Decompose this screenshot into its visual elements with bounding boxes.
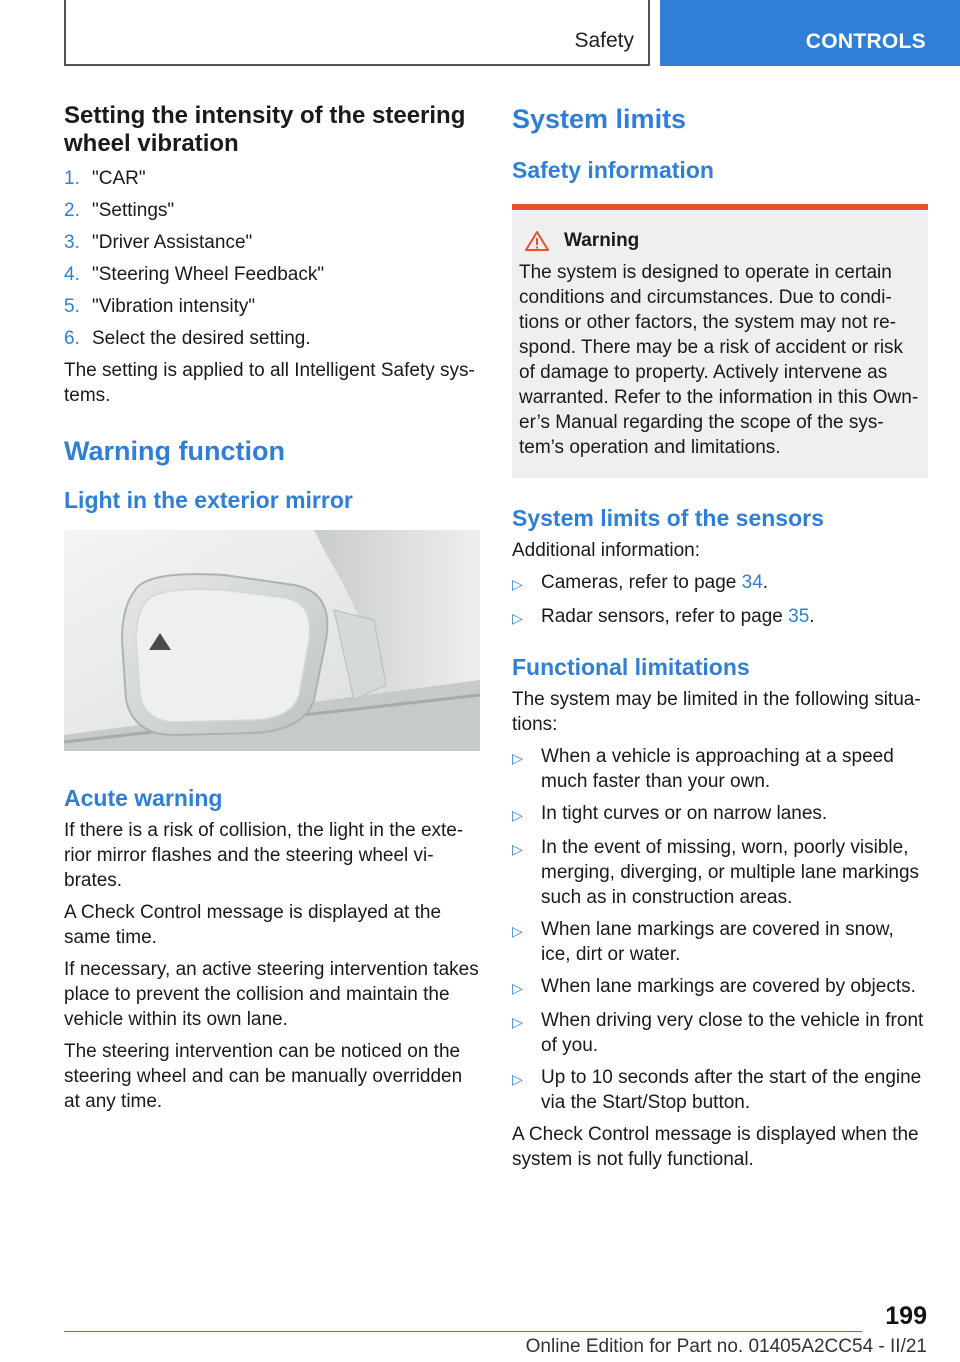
triangle-right-outline-icon: ▷ [512, 1071, 523, 1087]
heading-intensity: Setting the intensity of the steering wheel vibration [64, 102, 466, 157]
additional-info: Additional information: [512, 540, 700, 561]
list-item [512, 801, 928, 828]
list-item [512, 570, 928, 597]
functional-item-text: In the event of missing, worn, poorly visible, merging, diverging, or multiple lane markings such as in construction areas. [541, 837, 920, 908]
list-item [512, 1008, 928, 1058]
functional-intro: The system may be limited in the following situations: [512, 689, 921, 735]
list-item [64, 166, 480, 191]
sensor-text-end: . [762, 572, 769, 593]
closing-text: A Check Control message is displayed when the system is not fully functional. [512, 1124, 919, 1170]
step-text: "Vibration intensity" [92, 296, 256, 317]
functional-list [512, 744, 928, 1115]
step-number: 6. [64, 328, 80, 349]
list-item [512, 744, 928, 794]
footer-edition: Online Edition for Part no. 01405A2CC54 - II/21 [525, 1336, 927, 1357]
list-item [64, 262, 480, 287]
list-item [512, 917, 928, 967]
warning-title-row [519, 230, 920, 252]
warning-title: Warning [564, 230, 640, 251]
sensor-list [512, 570, 928, 631]
acute-paragraph-4: The steering intervention can be noticed on the steering wheel and can be manually overridden at any time. [64, 1041, 463, 1112]
list-item [512, 974, 928, 1001]
step-text: Select the desired setting. [92, 328, 311, 349]
heading-functional-limitations: Functional limitations [512, 654, 750, 680]
applied-text: The setting is applied to all Intelligent Safety systems. [64, 360, 475, 406]
triangle-right-outline-icon: ▷ [512, 1014, 523, 1030]
triangle-right-outline-icon: ▷ [512, 980, 523, 996]
triangle-right-outline-icon: ▷ [512, 610, 523, 626]
heading-sensors: System limits of the sensors [512, 505, 824, 531]
list-item [64, 230, 480, 255]
list-item [64, 294, 480, 319]
functional-item-text: When lane markings are covered by objects. [541, 976, 916, 997]
warning-triangle-icon [524, 230, 550, 252]
list-item [512, 1065, 928, 1115]
step-text: "CAR" [92, 168, 146, 189]
heading-safety-information: Safety information [512, 157, 714, 183]
page-link-35[interactable]: 35 [788, 606, 810, 627]
step-text: "Settings" [92, 200, 175, 221]
heading-system-limits: System limits [512, 104, 687, 134]
functional-item-text: Up to 10 seconds after the start of the engine via the Start/Stop button. [541, 1067, 922, 1113]
right-column [512, 100, 928, 1172]
step-number: 3. [64, 232, 80, 253]
acute-paragraph-2: A Check Control message is displayed at the same time. [64, 902, 442, 948]
header-section-tab [64, 0, 650, 66]
acute-paragraph-3: If necessary, an active steering intervention takes place to prevent the collision and maintain the vehicle within its own lane. [64, 959, 479, 1030]
step-number: 4. [64, 264, 80, 285]
triangle-right-outline-icon: ▷ [512, 576, 523, 592]
footer-divider [64, 1331, 862, 1332]
triangle-right-outline-icon: ▷ [512, 807, 523, 823]
functional-item-text: When lane markings are covered in snow, ice, dirt or water. [541, 919, 894, 965]
page-number: 199 [885, 1302, 927, 1330]
left-column [64, 100, 480, 1114]
list-item [64, 326, 480, 351]
step-number: 5. [64, 296, 80, 317]
functional-item-text: When driving very close to the vehicle in front of you. [541, 1010, 924, 1056]
step-number: 2. [64, 200, 80, 221]
step-number: 1. [64, 168, 80, 189]
header-chapter-label: CONTROLS [805, 30, 926, 53]
step-text: "Steering Wheel Feedback" [92, 264, 325, 285]
functional-item-text: In tight curves or on narrow lanes. [541, 803, 828, 824]
heading-acute-warning: Acute warning [64, 785, 223, 811]
triangle-right-outline-icon: ▷ [512, 923, 523, 939]
heading-warning-function: Warning function [64, 436, 285, 466]
header-section-label: Safety [574, 29, 634, 52]
warning-text: The system is designed to operate in certain conditions and circumstances. Due to conditions or other factors, the system may not respond. There may be a risk of accident or risk of damage to property. Actively intervene as warranted. Refer to the information in this Owner’s Manual regarding the scope of the system’s operation and limitations. [519, 262, 919, 458]
sensor-text: Radar sensors, refer to page [541, 606, 789, 627]
exterior-mirror-image [64, 530, 480, 751]
triangle-right-outline-icon: ▷ [512, 841, 523, 857]
page-link-34[interactable]: 34 [741, 572, 763, 593]
step-text: "Driver Assistance" [92, 232, 253, 253]
steps-list [64, 166, 480, 351]
sensor-text-end: . [809, 606, 815, 627]
list-item [512, 835, 928, 910]
warning-box [512, 204, 928, 478]
sensor-text: Cameras, refer to page [541, 572, 742, 593]
acute-paragraph-1: If there is a risk of collision, the light in the exterior mirror flashes and the steering wheel vibrates. [64, 820, 464, 891]
list-item [512, 604, 928, 631]
heading-light-exterior-mirror: Light in the exterior mirror [64, 487, 353, 513]
list-item [64, 198, 480, 223]
header-chapter-tab [660, 0, 960, 66]
functional-item-text: When a vehicle is approaching at a speed much faster than your own. [541, 746, 894, 792]
triangle-right-outline-icon: ▷ [512, 750, 523, 766]
